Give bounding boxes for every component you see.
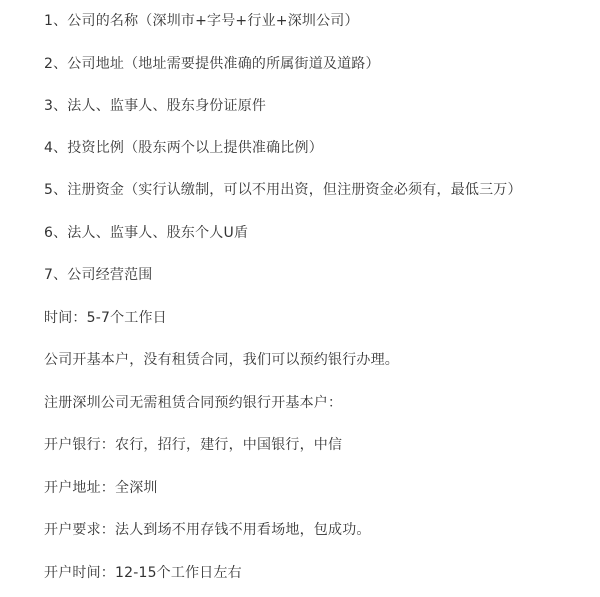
item-company-address: 2、公司地址（地址需要提供准确的所属街道及道路） — [44, 56, 380, 72]
account-banks: 开户银行：农行，招行，建行，中国银行，中信 — [44, 437, 343, 453]
item-usb-key: 6、法人、监事人、股东个人U盾 — [44, 225, 249, 241]
item-investment-ratio: 4、投资比例（股东两个以上提供准确比例） — [44, 140, 323, 156]
basic-account-heading: 注册深圳公司无需租赁合同预约银行开基本户： — [44, 395, 343, 411]
account-location: 开户地址：全深圳 — [44, 480, 158, 496]
item-id-documents: 3、法人、监事人、股东身份证原件 — [44, 98, 267, 114]
account-opening-time: 开户时间：12-15个工作日左右 — [44, 565, 242, 581]
basic-account-note: 公司开基本户，没有租赁合同，我们可以预约银行办理。 — [44, 352, 399, 368]
item-company-name: 1、公司的名称（深圳市+字号+行业+深圳公司） — [44, 13, 359, 29]
item-registered-capital: 5、注册资金（实行认缴制，可以不用出资，但注册资金必须有，最低三万） — [44, 182, 522, 198]
account-requirements: 开户要求：法人到场不用存钱不用看场地，包成功。 — [44, 522, 371, 538]
processing-time: 时间：5-7个工作日 — [44, 310, 167, 326]
item-business-scope: 7、公司经营范围 — [44, 267, 153, 283]
